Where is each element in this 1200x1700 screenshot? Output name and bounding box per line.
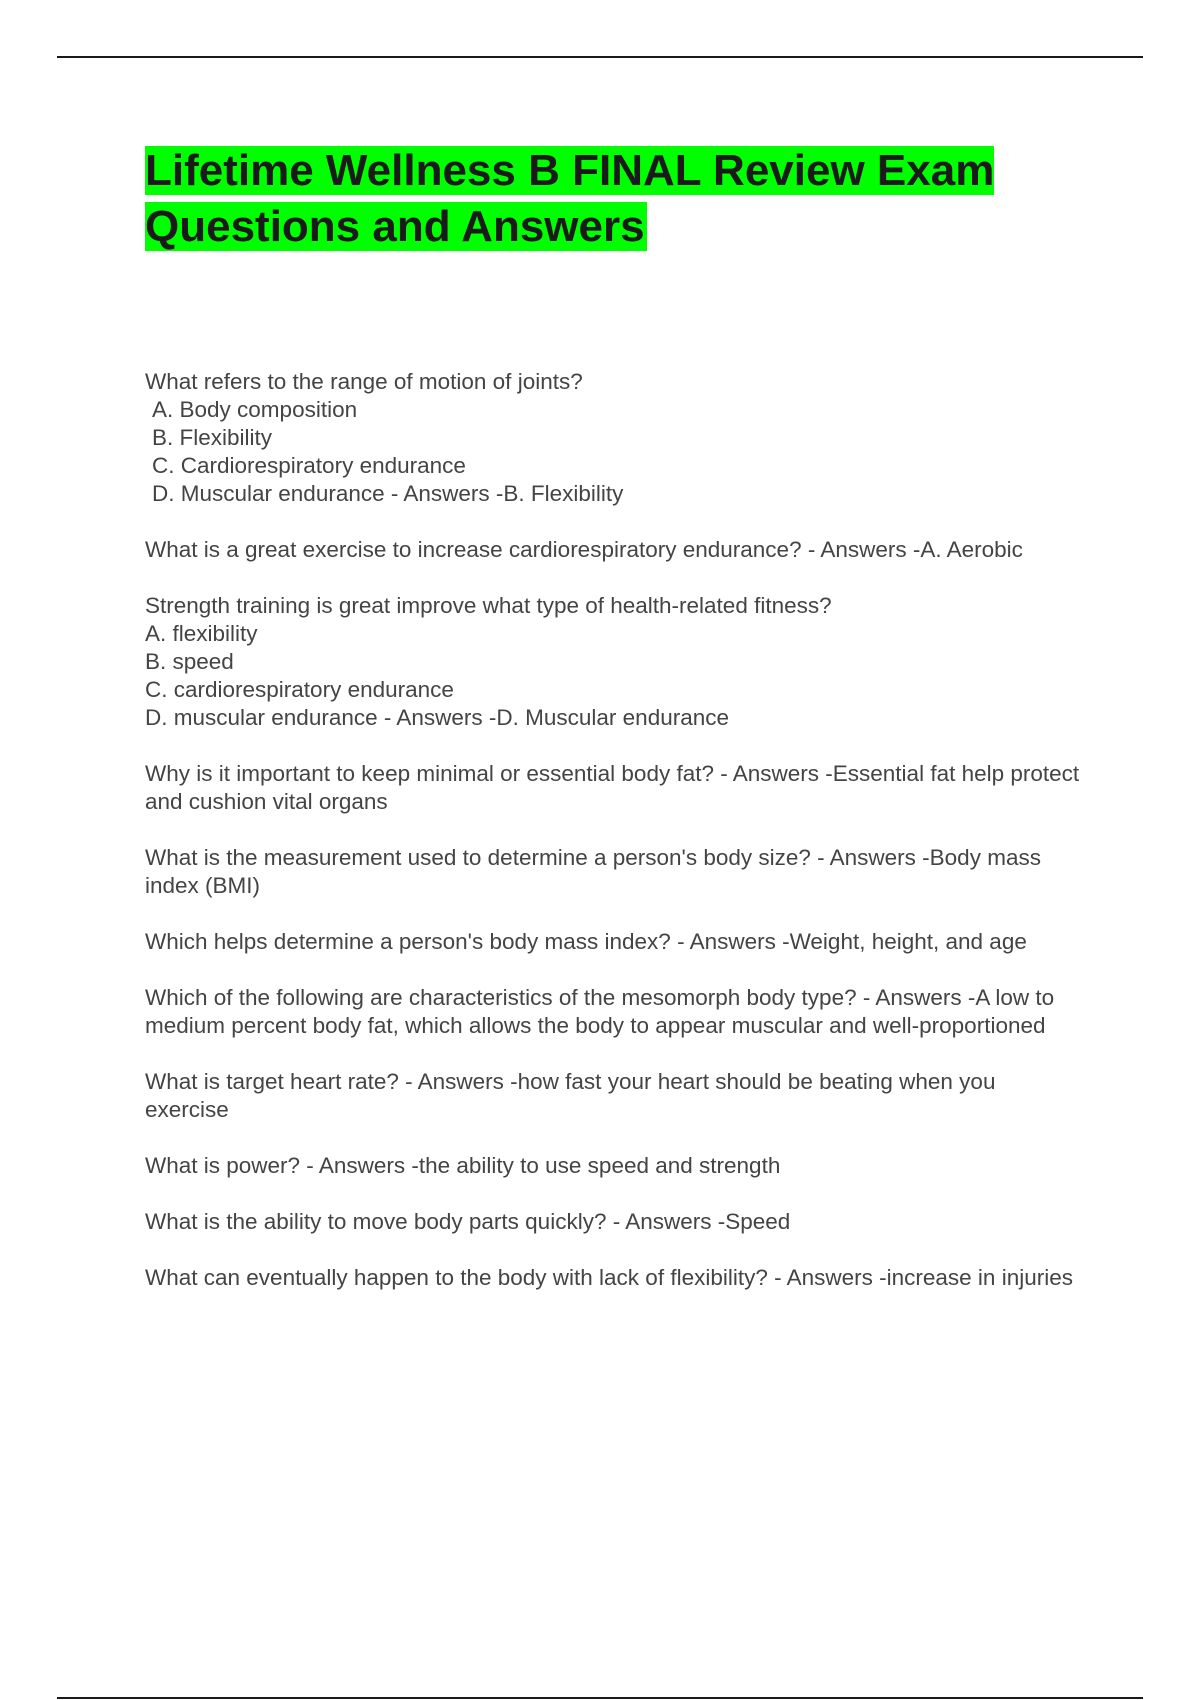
qa-item <box>145 1152 1085 1180</box>
qa-item <box>145 536 1085 564</box>
bottom-rule <box>57 1697 1143 1699</box>
answer-option: B. Flexibility <box>152 425 273 450</box>
question-text: Which of the following are characteristics of the mesomorph body type? - Answers -A low to medium percent body fat, which allows the body to appear muscular and well-proportioned <box>145 985 1055 1038</box>
document-title <box>145 143 1085 255</box>
question-text: What refers to the range of motion of joints? <box>145 369 583 394</box>
question-text: Which helps determine a person's body mass index? - Answers -Weight, height, and age <box>145 929 1027 954</box>
question-text: What can eventually happen to the body with lack of flexibility? - Answers -increase in injuries <box>145 1265 1073 1290</box>
answer-option: D. Muscular endurance - Answers -B. Flexibility <box>152 481 624 506</box>
question-text: What is a great exercise to increase cardiorespiratory endurance? - Answers -A. Aerobic <box>145 537 1023 562</box>
answer-option: A. flexibility <box>145 621 258 646</box>
answer-option: C. cardiorespiratory endurance <box>145 677 454 702</box>
question-text: What is the ability to move body parts quickly? - Answers -Speed <box>145 1209 791 1234</box>
answer-option: B. speed <box>145 649 234 674</box>
qa-item <box>145 592 1085 732</box>
question-text: Why is it important to keep minimal or essential body fat? - Answers -Essential fat help protect and cushion vital organs <box>145 761 1080 814</box>
qa-item <box>145 760 1085 816</box>
question-text: What is power? - Answers -the ability to use speed and strength <box>145 1153 781 1178</box>
question-text: Strength training is great improve what type of health-related fitness? <box>145 593 832 618</box>
qa-item <box>145 1208 1085 1236</box>
qa-item <box>145 1068 1085 1124</box>
answer-option: C. Cardiorespiratory endurance <box>152 453 466 478</box>
top-rule <box>57 56 1143 58</box>
answer-option: A. Body composition <box>152 397 358 422</box>
question-text: What is target heart rate? - Answers -how fast your heart should be beating when you exercise <box>145 1069 996 1122</box>
answer-option: D. muscular endurance - Answers -D. Muscular endurance <box>145 705 730 730</box>
title-highlight: Lifetime Wellness B FINAL Review Exam Questions and Answers <box>145 146 995 251</box>
qa-item <box>145 984 1085 1040</box>
question-text: What is the measurement used to determine a person's body size? - Answers -Body mass index (BMI) <box>145 845 1041 898</box>
qa-item <box>145 1264 1085 1292</box>
qa-item <box>145 844 1085 900</box>
qa-list <box>145 368 1085 1320</box>
qa-item <box>145 928 1085 956</box>
qa-item <box>145 368 1085 508</box>
